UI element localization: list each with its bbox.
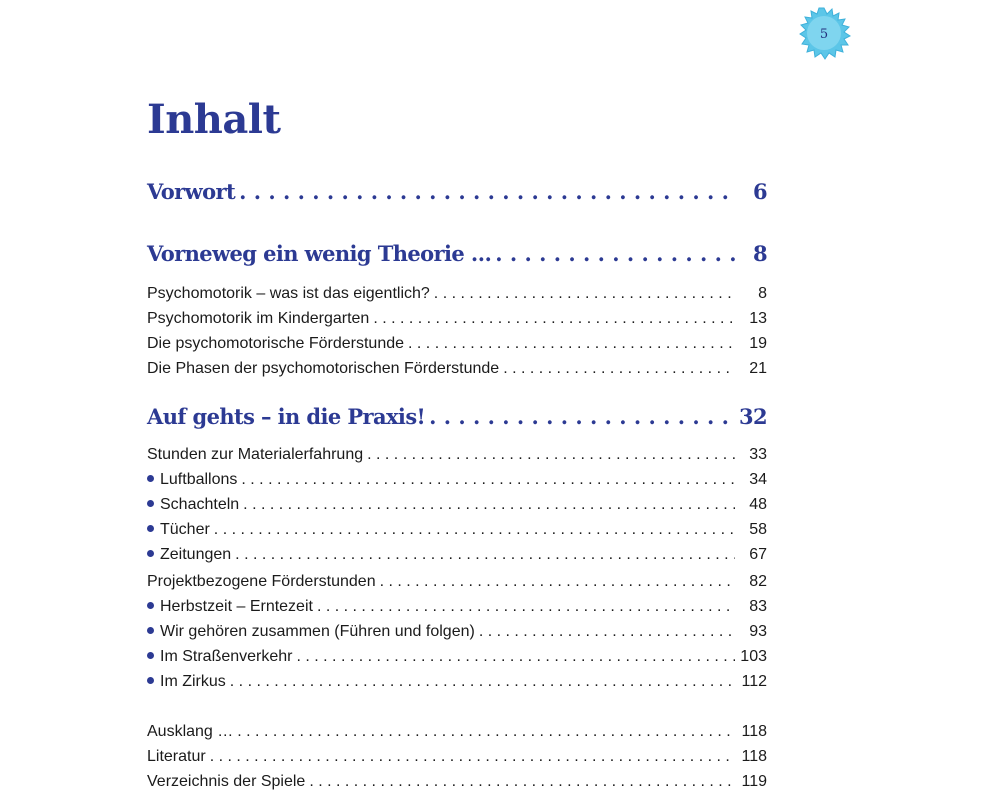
toc-label: Stunden zur Materialerfahrung: [147, 446, 364, 463]
dot-leader: [210, 746, 735, 768]
toc-page-number: 6: [752, 179, 767, 204]
page-number: 5: [819, 27, 829, 42]
page-title: Inhalt: [147, 96, 281, 143]
dot-leader: [239, 178, 735, 206]
toc-entry[interactable]: [147, 283, 767, 305]
toc-page-number: 118: [741, 723, 767, 740]
toc-label: Literatur: [147, 748, 206, 765]
toc-label: Ausklang …: [147, 723, 234, 740]
toc-entry[interactable]: [147, 771, 767, 793]
toc-page-number: 8: [758, 285, 767, 302]
toc-entry[interactable]: [147, 596, 767, 618]
toc-page-number: 13: [749, 310, 767, 327]
toc-label: Auf gehts – in die Praxis!: [147, 404, 426, 429]
toc-page-number: 82: [749, 573, 767, 590]
dot-leader: [373, 308, 735, 330]
toc-entry[interactable]: [147, 571, 767, 593]
toc-section[interactable]: [147, 178, 767, 206]
toc-page-number: 8: [752, 241, 767, 266]
toc-page-number: 19: [749, 335, 767, 352]
toc-page-number: 58: [749, 521, 767, 538]
dot-leader: [309, 771, 735, 793]
toc-entry[interactable]: [147, 721, 767, 743]
dot-leader: [434, 283, 735, 305]
toc-page-number: 103: [740, 648, 767, 665]
toc-label: Projektbezogene Förderstunden: [147, 573, 376, 590]
toc-entry[interactable]: [147, 333, 767, 355]
toc-label: Psychomotorik im Kindergarten: [147, 310, 370, 327]
toc-entry[interactable]: [147, 444, 767, 466]
toc-label: Luftballons: [147, 469, 237, 491]
toc-label: Tücher: [147, 519, 210, 541]
dot-leader: [243, 494, 735, 516]
toc-entry[interactable]: [147, 494, 767, 516]
toc-entry[interactable]: [147, 308, 767, 330]
dot-leader: [380, 571, 735, 593]
dot-leader: [317, 596, 735, 618]
toc-page-number: 119: [741, 773, 767, 790]
toc-page-number: 83: [749, 598, 767, 615]
dot-leader: [503, 358, 735, 380]
toc-label: Herbstzeit – Erntezeit: [147, 596, 313, 618]
toc-entry[interactable]: [147, 519, 767, 541]
toc-page-number: 33: [749, 446, 767, 463]
toc-label: Die Phasen der psychomotorischen Förderstunde: [147, 360, 500, 377]
toc-entry[interactable]: [147, 544, 767, 566]
toc-entry[interactable]: [147, 671, 767, 693]
toc-label: Im Zirkus: [147, 671, 226, 693]
dot-leader: [495, 240, 735, 268]
dot-leader: [429, 403, 735, 431]
toc-label: Verzeichnis der Spiele: [147, 773, 306, 790]
toc-page-number: 118: [741, 748, 767, 765]
splash-badge-icon: [796, 5, 852, 61]
toc-label: Schachteln: [147, 494, 239, 516]
toc-entry[interactable]: [147, 746, 767, 768]
toc-page-number: 67: [749, 546, 767, 563]
toc-entry[interactable]: [147, 358, 767, 380]
dot-leader: [367, 444, 735, 466]
toc-page-number: 93: [749, 623, 767, 640]
toc-entry[interactable]: [147, 621, 767, 643]
toc-label: Vorwort: [147, 179, 236, 204]
toc-label: Zeitungen: [147, 544, 231, 566]
toc-page-number: 21: [749, 360, 767, 377]
dot-leader: [237, 721, 735, 743]
toc-page-number: 112: [741, 673, 767, 690]
dot-leader: [408, 333, 735, 355]
dot-leader: [479, 621, 735, 643]
toc-entry[interactable]: [147, 646, 767, 668]
toc-label: Wir gehören zusammen (Führen und folgen): [147, 621, 475, 643]
dot-leader: [214, 519, 735, 541]
toc-entry[interactable]: [147, 469, 767, 491]
toc-label: Vorneweg ein wenig Theorie …: [147, 241, 492, 266]
dot-leader: [235, 544, 735, 566]
dot-leader: [241, 469, 735, 491]
dot-leader: [296, 646, 735, 668]
toc-section[interactable]: [147, 403, 767, 431]
toc-page-number: 34: [749, 471, 767, 488]
toc-label: Psychomotorik – was ist das eigentlich?: [147, 285, 430, 302]
toc-section[interactable]: [147, 240, 767, 268]
toc-page-number: 32: [738, 404, 767, 429]
dot-leader: [230, 671, 735, 693]
toc-label: Die psychomotorische Förderstunde: [147, 335, 405, 352]
toc-label: Im Straßenverkehr: [147, 646, 292, 668]
page-number-badge: [796, 5, 852, 61]
toc-page-number: 48: [749, 496, 767, 513]
